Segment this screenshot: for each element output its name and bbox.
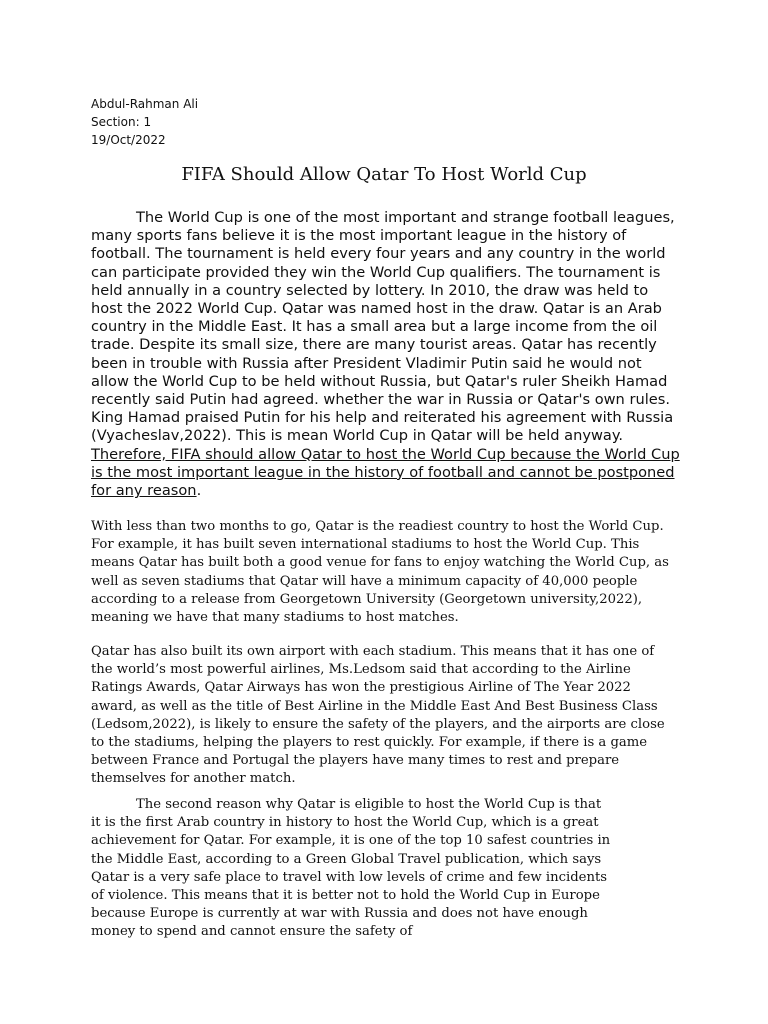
intro-text: The World Cup is one of the most important and strange football leagues, many sports fans believe it is the most important league in the history of football. The tournament is held every four years and any country in the world can participate provided they win the World Cup qualifiers. The tournament is held annually in a country selected by lottery. In 2010, the draw was held to host the 2022 World Cup. Qatar was named host in the draw. Qatar is an Arab country in the Middle East. It has a small area but a large income from the oil trade. Despite its small size, there are many tourist areas. Qatar has recently been in trouble with Russia after President Vladimir Putin said he would not allow the World Cup to be held without Russia, but Qatar's ruler Sheikh Hamad recently said Putin had agreed. whether the war in Russia or Qatar's own rules. King Hamad praised Putin for his help and reiterated his agreement with Russia (Vyacheslav,2022). This is mean World Cup in Qatar will be held anyway.	[91, 209, 675, 445]
thesis-statement: Therefore, FIFA should allow Qatar to host the World Cup because the World Cup is the most important league in the history of football and cannot be postponed for any reason	[91, 445, 680, 500]
body-paragraph-airports: Qatar has also built its own airport with each stadium. This means that it has one of the world’s most powerful airlines, Ms.Ledsom said that according to the Airline Ratings Awards, Qatar Airways has won the prestigious Airline of The Year 2022 award, as well as the title of Best Airline in the Middle East And Best Business Class (Ledsom,2022), is likely to ensure the safety of the players, and the airports are close to the stadiums, helping the players to rest quickly. For example, if there is a game between France and Portugal the players have many times to rest and prepare themselves for another match.	[91, 644, 665, 787]
body-paragraph-stadiums: With less than two months to go, Qatar is the readiest country to host the World Cup. For example, it has built seven international stadiums to host the World Cup. This means Qatar has built both a good venue for fans to enjoy watching the World Cup, as well as seven stadiums that Qatar will have a minimum capacity of 40,000 people according to a release from Georgetown University (Georgetown university,2022), meaning we have that many stadiums to host matches.	[91, 519, 669, 626]
section-line: Section: 1	[91, 115, 152, 129]
date-line: 19/Oct/2022	[91, 133, 166, 147]
body-paragraph-safety	[91, 796, 611, 942]
safety-text: The second reason why Qatar is eligible to host the World Cup is that it is the first Arab country in history to host the World Cup, which is a great achievement for Qatar. For example, it is one of the top 10 safest countries in the Middle East, according to a Green Global Travel publication, which says Qatar is a very safe place to travel with low levels of crime and few incidents of violence. This means that it is better not to hold the World Cup in Europe because Europe is currently at war with Russia and does not have enough money to spend and cannot ensure the safety of	[91, 797, 611, 940]
intro-paragraph	[91, 209, 681, 500]
intro-end: .	[196, 482, 202, 500]
author-header	[91, 95, 198, 149]
essay-title: FIFA Should Allow Qatar To Host World Cup	[181, 164, 587, 185]
author-name: Abdul-Rahman Ali	[91, 97, 199, 111]
